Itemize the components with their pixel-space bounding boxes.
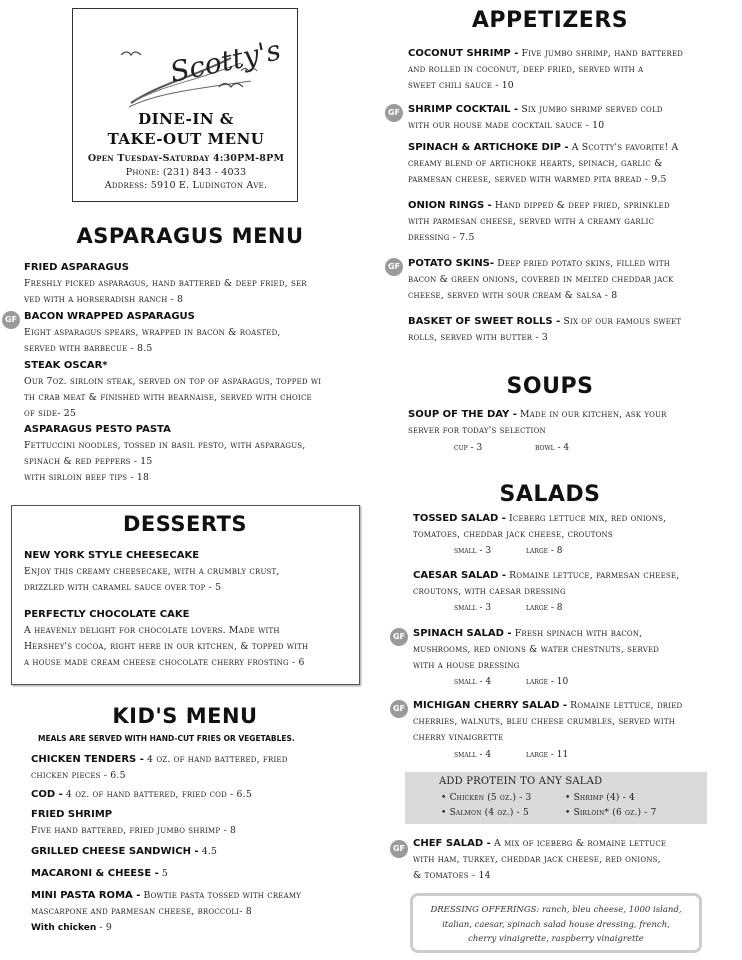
menu-item <box>408 198 738 246</box>
item-desc: spinach & red peppers - 15 <box>24 456 153 467</box>
gluten-free-badge: GF <box>385 258 403 276</box>
menu-item <box>413 568 738 600</box>
item-desc: Our 7oz. sirloin steak, served on top of asparagus, topped wi <box>24 376 322 387</box>
item-desc: Five jumbo shrimp, hand battered <box>518 48 684 59</box>
item-name: MINI PASTA ROMA - <box>31 890 141 901</box>
protein-option: • Shrimp (4) - 4 <box>565 793 635 803</box>
item-desc: & tomatoes - 14 <box>413 870 491 881</box>
protein-option: • Chicken (5 oz.) - 3 <box>441 793 532 803</box>
item-desc: creamy blend of artichoke hearts, spinach, garlic & <box>408 158 663 169</box>
item-desc: A mix of iceberg & romaine lettuce <box>490 838 667 849</box>
item-desc: A heavenly delight for chocolate lovers. Made with <box>24 625 280 636</box>
item-desc: 5 <box>158 868 169 879</box>
item-desc: Bowtie pasta tossed with creamy <box>140 890 302 901</box>
item-name: TOSSED SALAD - <box>413 513 506 524</box>
item-desc: with our house made cocktail sauce - 10 <box>408 120 605 131</box>
soup-sizes <box>454 443 569 453</box>
small-price: small - 3 <box>454 603 492 613</box>
large-price: large - 8 <box>526 603 563 613</box>
menu-item <box>408 140 738 188</box>
small-price: small - 4 <box>454 677 492 687</box>
item-desc: Made in our kitchen, ask your <box>516 409 667 420</box>
small-price: small - 3 <box>454 546 492 556</box>
item-desc: cherries, walnuts, bleu cheese crumbles, served with <box>413 716 676 727</box>
item-desc: mascarpone and parmesan cheese, broccoli- 8 <box>31 906 252 917</box>
item-name: POTATO SKINS- <box>408 258 495 269</box>
kids-heading: KID'S MENU <box>112 704 258 728</box>
protein-option: • Salmon (4 oz.) - 5 <box>441 808 529 818</box>
menu-item <box>24 309 364 357</box>
item-name: CAESAR SALAD - <box>413 570 507 581</box>
item-desc: Enjoy this creamy cheesecake, with a crumbly crust, <box>24 566 280 577</box>
dressing-line: italian, caesar, spinach salad house dressing, french, <box>442 919 670 930</box>
item-desc: served with barbecue - 8.5 <box>24 343 153 354</box>
item-name: CHICKEN TENDERS - <box>31 754 144 765</box>
cup-price: cup - 3 <box>454 443 483 453</box>
item-name: SPINACH & ARTICHOKE DIP - <box>408 142 569 153</box>
item-name: SOUP OF THE DAY - <box>408 409 517 420</box>
bowl-price: bowl - 4 <box>535 443 570 453</box>
logo-phone: Phone: (231) 843 - 4033 <box>125 167 247 178</box>
item-desc: cherry vinaigrette <box>413 732 504 743</box>
menu-item <box>408 256 738 304</box>
menu-item <box>24 358 364 422</box>
item-desc: dressing - 7.5 <box>408 232 475 243</box>
with-chicken-price: - 9 <box>96 922 113 933</box>
item-desc: Iceberg lettuce mix, red onions, <box>505 513 667 524</box>
item-name: GRILLED CHEESE SANDWICH - <box>31 846 199 857</box>
item-desc: a house made cream cheese chocolate cherry frosting - 6 <box>24 657 305 668</box>
protein-title: ADD PROTEIN TO ANY SALAD <box>439 776 603 787</box>
menu-item <box>24 260 364 308</box>
item-name: COCONUT SHRIMP - <box>408 48 519 59</box>
item-desc: Six of our famous sweet <box>560 316 682 327</box>
item-desc: Deep fried potato skins, filled with <box>494 258 671 269</box>
protein-box <box>405 772 707 824</box>
item-desc: Fettuccini noodles, tossed in basil pesto, with asparagus, <box>24 440 306 451</box>
item-desc: 4 oz. of hand battered, fried cod - 6.5 <box>62 789 252 800</box>
item-desc: server for today's selection <box>408 425 546 436</box>
item-name: ASPARAGUS PESTO PASTA <box>24 424 171 435</box>
item-desc: of side- 25 <box>24 408 76 419</box>
gluten-free-badge: GF <box>385 104 403 122</box>
menu-item <box>413 836 738 884</box>
menu-item <box>408 407 738 439</box>
logo-title-line: TAKE-OUT MENU <box>107 130 265 148</box>
item-desc: 4 oz. of hand battered, fried <box>143 754 288 765</box>
menu-item <box>31 752 361 784</box>
menu-item <box>408 102 738 134</box>
item-desc: Six jumbo shrimp served cold <box>518 104 663 115</box>
desserts-heading: DESSERTS <box>122 512 248 536</box>
salads-heading: SALADS <box>499 482 601 507</box>
item-desc: ved with a horseradish ranch - 8 <box>24 294 184 305</box>
item-desc: Hershey's cocoa, right here in our kitchen, & topped with <box>24 641 309 652</box>
large-price: large - 8 <box>526 546 563 556</box>
item-desc: mushrooms, red onions & water chestnuts, served <box>413 644 660 655</box>
item-desc: Romaine lettuce, parmesan cheese, <box>506 570 680 581</box>
menu-item <box>24 422 364 486</box>
item-name: SPINACH SALAD - <box>413 628 512 639</box>
item-desc: with a house dressing <box>413 660 520 671</box>
dressing-line: cherry vinaigrette, raspberry vinaigrette <box>468 934 644 944</box>
gluten-free-badge: GF <box>2 311 20 329</box>
item-desc: th crab meat & finished with bearnaise, served with choice <box>24 392 312 403</box>
item-desc: Romaine lettuce, dried <box>567 700 683 711</box>
menu-item <box>413 626 738 674</box>
large-price: large - 10 <box>526 677 569 687</box>
salad-sizes <box>454 603 563 613</box>
item-name: FRIED ASPARAGUS <box>24 262 129 273</box>
appetizers-heading: APPETIZERS <box>471 8 629 33</box>
item-desc: Freshly picked asparagus, hand battered & deep fried, ser <box>24 278 307 289</box>
salad-sizes <box>454 750 568 760</box>
item-desc: Eight asparagus spears, wrapped in bacon & roasted, <box>24 327 281 338</box>
item-desc: bacon & green onions, covered in melted cheddar jack <box>408 274 674 285</box>
item-desc: with sirloin beef tips - 18 <box>24 472 150 483</box>
gluten-free-badge: GF <box>390 628 408 646</box>
menu-item <box>31 844 361 860</box>
item-name: MICHIGAN CHERRY SALAD - <box>413 700 567 711</box>
item-name: BASKET OF SWEET ROLLS - <box>408 316 561 327</box>
item-desc: with ham, turkey, cheddar jack cheese, red onions, <box>413 854 661 865</box>
item-name: SHRIMP COCKTAIL - <box>408 104 519 115</box>
item-name: FRIED SHRIMP <box>31 809 113 820</box>
logo-hours: Open Tuesday-Saturday 4:30PM-8PM <box>87 153 285 164</box>
item-desc: chicken pieces - 6.5 <box>31 770 126 781</box>
item-name: NEW YORK STYLE CHEESECAKE <box>24 550 200 561</box>
menu-item <box>31 888 361 936</box>
salad-sizes <box>454 677 568 687</box>
dressing-box <box>410 893 702 953</box>
menu-item <box>408 46 738 94</box>
dressing-line: DRESSING OFFERINGS: ranch, bleu cheese, 1000 island, <box>430 905 682 915</box>
item-desc: A Scotty's favorite! A <box>568 142 679 153</box>
item-desc: drizzled with caramel sauce over top - 5 <box>24 582 222 593</box>
menu-item <box>413 698 738 746</box>
item-name: ONION RINGS - <box>408 200 492 211</box>
item-desc: cheese, served with sour cream & salsa - 8 <box>408 290 618 301</box>
logo-title-line: DINE-IN & <box>138 110 234 128</box>
dressing-text <box>413 903 699 947</box>
menu-item <box>31 807 361 839</box>
item-name: MACARONI & CHEESE - <box>31 868 159 879</box>
item-name: BACON WRAPPED ASPARAGUS <box>24 311 195 322</box>
logo-script: Scotty's <box>167 33 284 89</box>
item-desc: rolls, served with butter - 3 <box>408 332 549 343</box>
logo-box <box>72 8 298 202</box>
item-name: STEAK OSCAR* <box>24 360 108 371</box>
menu-item <box>31 866 361 882</box>
item-name: PERFECTLY CHOCOLATE CAKE <box>24 609 190 620</box>
item-name: COD - <box>31 789 63 800</box>
kids-note: MEALS ARE SERVED WITH HAND-CUT FRIES OR VEGETABLES. <box>38 734 295 743</box>
asparagus-heading: ASPARAGUS MENU <box>76 224 304 248</box>
item-desc: and rolled in coconut, deep fried, served with a <box>408 64 644 75</box>
item-desc: 4.5 <box>198 846 218 857</box>
menu-item <box>413 511 738 543</box>
menu-item <box>24 607 354 671</box>
item-desc: with parmesan cheese, served with a creamy garlic <box>408 216 655 227</box>
menu-item <box>31 787 361 803</box>
logo-address: Address: 5910 E. Ludington Ave. <box>104 180 268 191</box>
menu-item <box>408 314 738 346</box>
item-name: CHEF SALAD - <box>413 838 491 849</box>
item-desc: parmesan cheese, served with warmed pita bread - 9.5 <box>408 174 667 185</box>
protein-option: • Sirloin* (6 oz.) - 7 <box>565 808 657 818</box>
small-price: small - 4 <box>454 750 492 760</box>
salad-sizes <box>454 546 563 556</box>
logo-sketch-image <box>101 23 284 113</box>
large-price: large - 11 <box>526 750 569 760</box>
item-desc: Fresh spinach with bacon, <box>511 628 643 639</box>
item-desc: Five hand battered, fried jumbo shrimp - 8 <box>31 825 237 836</box>
with-chicken-label: With chicken <box>31 923 97 933</box>
item-desc: croutons, with caesar dressing <box>413 586 566 597</box>
soups-heading: SOUPS <box>506 374 594 399</box>
item-desc: tomatoes, cheddar jack cheese, croutons <box>413 529 613 540</box>
menu-item <box>24 548 354 596</box>
gluten-free-badge: GF <box>390 700 408 718</box>
item-desc: sweet chili sauce - 10 <box>408 80 514 91</box>
logo-title <box>73 109 299 149</box>
gluten-free-badge: GF <box>390 840 408 858</box>
item-desc: Hand dipped & deep fried, sprinkled <box>491 200 670 211</box>
